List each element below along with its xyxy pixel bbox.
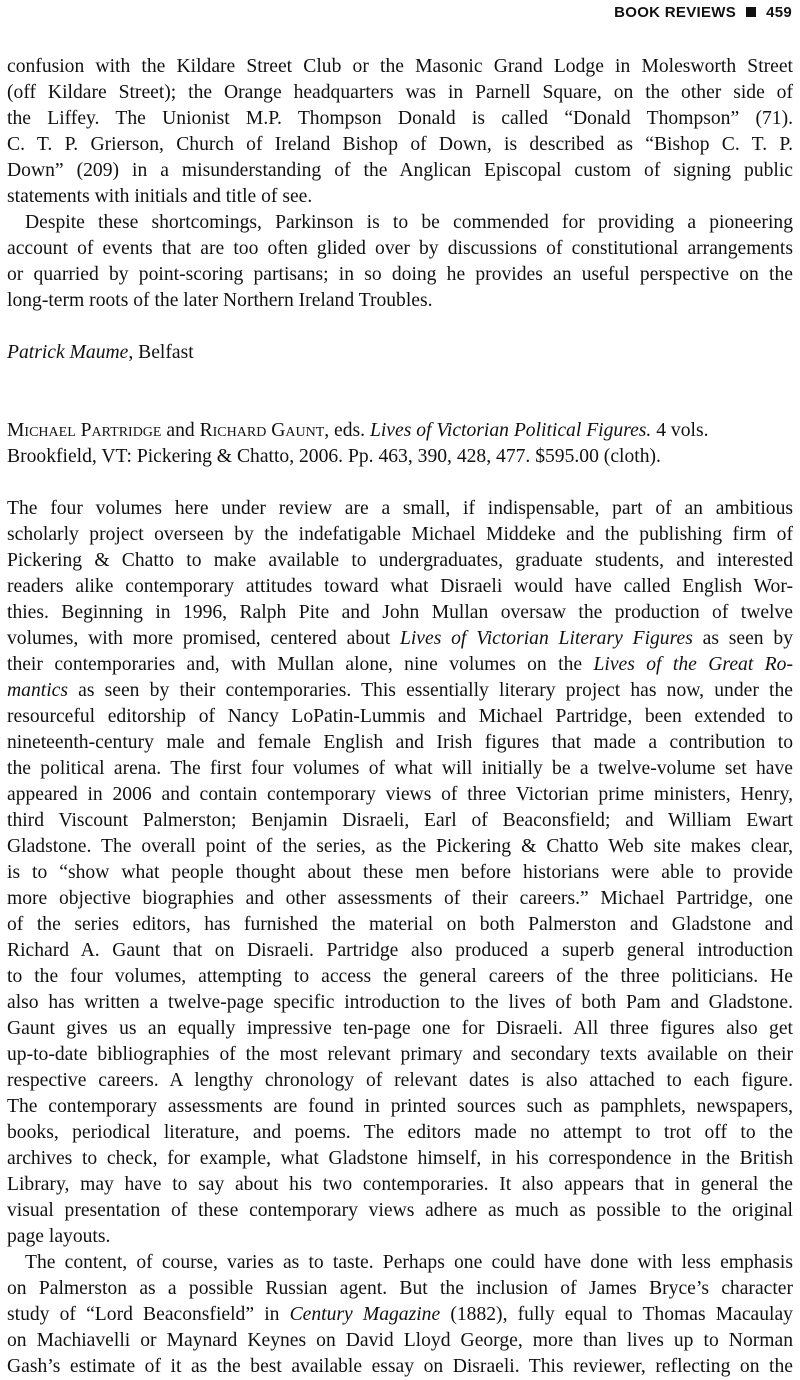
text-line: Gaunt gives us an equally impressive ten-page one for Disraeli. All three figures also get [7,1018,793,1039]
text-line: books, periodical literature, and poems. The editors made no attempt to trot off to the [7,1122,793,1143]
text-line: the Liffey. The Unionist M.P. Thompson Donald is called “Donald Thompson” (71). [7,108,793,129]
series-title: Lives of Victorian Literary Figures [399,628,693,649]
page-number: 459 [766,3,792,21]
text-line: archives to check, for example, what Gladstone himself, in his correspondence in the British [7,1148,793,1169]
text-line: the political arena. The first four volumes of what will initially be a twelve-volume set have [7,758,793,779]
text-line: study of “Lord Beaconsfield” in Century Magazine (1882), fully equal to Thomas Macaulay [7,1304,793,1325]
text-line: volumes, with more promised, centered about Lives of Victorian Literary Figures as seen by [7,628,793,649]
reviewer-name: Patrick Maume [7,342,129,363]
text-line: appeared in 2006 and contain contemporary views of three Victorian prime ministers, Henry, [7,784,793,805]
book-citation: Michael Partridge and Richard Gaunt, eds. Lives of Victorian Political Figures. 4 vols. Brookfield, VT: Pickering & Chatto, 2006. Pp. 463, 390, 428, 477. $595.00 (cloth). [7,418,793,470]
citation-title: Lives of Victorian Political Figures. [369,420,652,441]
text-line: (off Kildare Street); the Orange headquarters was in Parnell Square, on the other side of [7,82,793,103]
review-paragraph [7,496,793,1250]
previous-review-conclusion [7,210,793,314]
square-icon [746,7,756,17]
text-line: on Machiavelli or Maynard Keynes on David Lloyd George, more than lives up to Norman [7,1330,793,1351]
text-line: page layouts. [7,1226,111,1247]
reviewer-signature [7,340,793,366]
periodical-title: Century Magazine [289,1304,441,1325]
section-title: BOOK REVIEWS [614,3,737,21]
series-title: Lives of the Great Ro- [593,654,793,675]
citation-publication: Brookfield, VT: Pickering & Chatto, 2006. Pp. 463, 390, 428, 477. $595.00 (cloth). [7,446,661,467]
text-line: on Palmerston as a possible Russian agent. But the inclusion of James Bryce’s character [7,1278,793,1299]
text-line: Library, may have to say about his two contemporaries. It also appears that in general the [7,1174,793,1195]
text-line: confusion with the Kildare Street Club or the Masonic Grand Lodge in Molesworth Street [7,56,793,77]
text-line: C. T. P. Grierson, Church of Ireland Bishop of Down, is described as “Bishop C. T. P. [7,134,793,155]
series-title: mantics [7,680,68,701]
text-line: The four volumes here under review are a small, if indispensable, part of an ambitious [7,498,793,519]
text-line: statements with initials and title of see. [7,186,313,207]
reviewer-place: , Belfast [128,342,194,363]
text-line: Despite these shortcomings, Parkinson is to be commended for providing a pioneering [25,212,793,233]
text-line: to the four volumes, attempting to access the general careers of the three politicians. He [7,966,793,987]
page-body [7,54,793,1380]
text-line: resourceful editorship of Nancy LoPatin-Lummis and Michael Partridge, been extended to [7,706,793,727]
text-line: thies. Beginning in 1996, Ralph Pite and John Mullan oversaw the production of twelve [7,602,793,623]
text-line: Gash’s estimate of it as the best available essay on Disraeli. This reviewer, reflecting on the [7,1356,793,1377]
text-line: mantics as seen by their contemporaries. This essentially literary project has now, under the [7,680,793,701]
review-paragraph [7,1250,793,1380]
text-line: also has written a twelve-page specific introduction to the lives of both Pam and Gladstone. [7,992,793,1013]
text-line: account of events that are too often glided over by discussions of constitutional arrangements [7,238,793,259]
text-line: Gladstone. The overall point of the series, as the Pickering & Chatto Web site makes clear, [7,836,793,857]
text-line: readers alike contemporary attitudes toward what Disraeli would have called English Wor- [7,576,793,597]
text-line: their contemporaries and, with Mullan alone, nine volumes on the Lives of the Great Ro- [7,654,793,675]
text-line: third Viscount Palmerston; Benjamin Disraeli, Earl of Beaconsfield; and William Ewart [7,810,793,831]
text-line: Pickering & Chatto to make available to undergraduates, graduate students, and interested [7,550,793,571]
text-line: scholarly project overseen by the indefatigable Michael Middeke and the publishing firm of [7,524,793,545]
text-line: respective careers. A lengthy chronology of relevant dates is also attached to each figure. [7,1070,793,1091]
text-line: The content, of course, varies as to taste. Perhaps one could have done with less emphasis [25,1252,793,1273]
running-head [614,0,792,24]
text-line: up-to-date bibliographies of the most relevant primary and secondary texts available on their [7,1044,793,1065]
text-line: more objective biographies and other assessments of their careers.” Michael Partridge, one [7,888,793,909]
citation-author: Richard Gaunt [199,420,325,441]
text-line: Down” (209) in a misunderstanding of the Anglican Episcopal custom of signing public [7,160,793,181]
citation-author: Michael Partridge [7,420,162,441]
text-line: long-term roots of the later Northern Ireland Troubles. [7,290,433,311]
previous-review-paragraph [7,54,793,210]
text-line: The contemporary assessments are found in printed sources such as pamphlets, newspapers, [7,1096,793,1117]
text-line: of the series editors, has furnished the material on both Palmerston and Gladstone and [7,914,793,935]
text-line: Richard A. Gaunt that on Disraeli. Partridge also produced a superb general introduction [7,940,793,961]
text-line: is to “show what people thought about these men before historians were able to provide [7,862,793,883]
text-line: or quarried by point-scoring partisans; in so doing he provides an useful perspective on the [7,264,793,285]
text-line: visual presentation of these contemporary views adhere as much as possible to the original [7,1200,793,1221]
text-line: nineteenth-century male and female English and Irish figures that made a contribution to [7,732,793,753]
